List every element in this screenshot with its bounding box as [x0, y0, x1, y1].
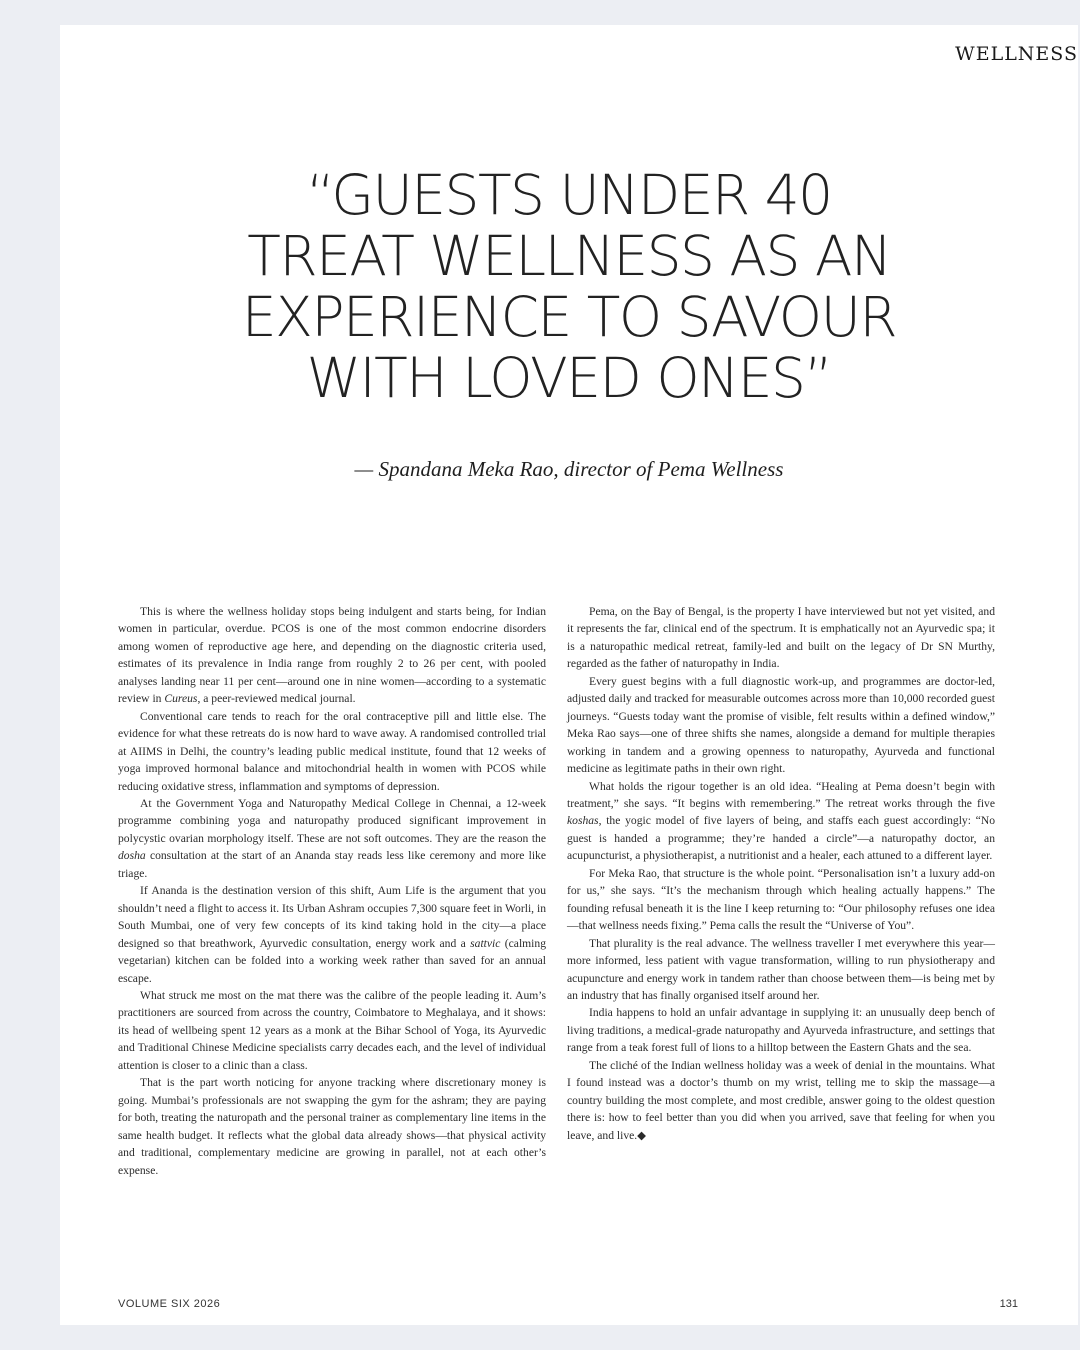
article-body	[118, 603, 995, 1179]
paragraph-text: This is where the wellness holiday stops being indulgent and starts being, for Indian women in particular, overdue. PCOS is one of the most common endocrine disorders among women of reproductive age here, and depending on the diagnostic criteria used, estimates of its prevalence in India range from roughly 2 to 26 per cent, with pooled analyses landing near 11 per cent—around one in nine women—according to a systematic review in	[118, 605, 546, 706]
paragraph-text: India happens to hold an unfair advantage in supplying it: an unusually deep bench of living traditions, a medical-grade naturopathy and Ayurveda infrastructure, and settings that range from a teak forest full of lions to a hilltop between the Eastern Ghats and the sea.	[567, 1006, 995, 1055]
article-paragraph	[567, 935, 995, 1005]
article-paragraph	[567, 673, 995, 778]
paragraph-text: , the yogic model of five layers of being, and staffs each guest accordingly: “No guest is handed a programme; they’re handed a circle”—a naturopathy doctor, an acupuncturist, a physiotherapist, a nutritionist and a healer, each attuned to a different layer.	[567, 814, 995, 863]
italic-term: Cureus	[164, 692, 198, 706]
pull-quote-line: TREAT WELLNESS AS AN	[247, 224, 891, 288]
paragraph-text: Every guest begins with a full diagnostic work-up, and programmes are doctor-led, adjusted daily and tracked for measurable outcomes across more than 10,000 recorded guest journeys. “Guests today want the promise of visible, felt results within a defined window,” Meka Rao says—one of three shifts she names, alongside a demand for multiple therapies working in tandem and a growing openness to naturopathy, Ayurveda and functional medicine as legitimate paths in their own right.	[567, 674, 995, 776]
article-paragraph	[118, 1074, 546, 1179]
volume-label: VOLUME SIX 2026	[118, 1298, 221, 1310]
pull-quote-line: “GUESTS UNDER 40	[306, 163, 832, 227]
italic-term: sattvic	[470, 936, 501, 950]
article-paragraph	[118, 603, 546, 708]
article-paragraph	[118, 795, 546, 882]
italic-term: dosha	[118, 849, 146, 863]
paragraph-text: (calming vegetarian) kitchen can be folded into a working week rather than saved for an annual escape.	[118, 936, 546, 985]
paragraph-text: consultation at the start of an Ananda stay reads less like ceremony and more like triage.	[118, 849, 546, 880]
article-paragraph	[567, 1057, 995, 1144]
pull-quote-line: EXPERIENCE TO SAVOUR	[241, 285, 897, 349]
article-paragraph	[118, 708, 546, 795]
paragraph-text: The cliché of the Indian wellness holiday was a week of denial in the mountains. What I found instead was a doctor’s thumb on my wrist, telling me to skip the massage—a country building the most complete, and most credible, answer going to the oldest question there is: how to feel better than you did when you arrived, save that feeling for when you leave, and live.◆	[567, 1058, 995, 1142]
article-paragraph	[118, 882, 546, 987]
article-paragraph	[567, 603, 995, 673]
article-column-right	[567, 603, 995, 1179]
paragraph-text: That is the part worth noticing for anyone tracking where discretionary money is going. Mumbai’s professionals are not swapping the gym for the ashram; they are paying for both, treating the naturopath and the personal trainer as complementary line items in the same health budget. It reflects what the global data already shows—that physical activity and traditional, complementary medicine are growing in parallel, not at each other’s expense.	[118, 1076, 546, 1177]
article-paragraph	[567, 865, 995, 935]
paragraph-text: That plurality is the real advance. The wellness traveller I met everywhere this year—more informed, less patient with vague transformation, willing to run physiotherapy and acupuncture and energy work in tandem rather than choose between them—is being met by an industry that has finally organised itself around her.	[567, 936, 995, 1002]
pull-quote-line: WITH LOVED ONES”	[306, 346, 832, 410]
article-paragraph	[567, 1004, 995, 1056]
paragraph-text: What holds the rigour together is an old idea. “Healing at Pema doesn’t begin with treatment,” she says. “It begins with remembering.” The retreat works through the five	[567, 779, 995, 810]
paragraph-text: Conventional care tends to reach for the oral contraceptive pill and little else. The evidence for what these retreats do is now hard to wave away. A randomised controlled trial at AIIMS in Delhi, the country’s leading public medical institute, found that 12 weeks of yoga improved hormonal balance and mitochondrial health in women with PCOS while reducing oxidative stress, inflammation and symptoms of depression.	[118, 709, 546, 793]
pull-quote	[100, 165, 1038, 409]
paragraph-text: For Meka Rao, that structure is the whole point. “Personalisation isn’t a luxury add-on for us,” she says. “It’s the mechanism through which healing actually happens.” The founding refusal beneath it is the line I keep returning to: “Our philosophy refuses one idea—that wellness needs fixing.” Pema calls the result the “Universe of You”.	[567, 866, 995, 933]
page-number: 131	[999, 1298, 1018, 1310]
article-column-left	[118, 603, 546, 1179]
paragraph-text: , a peer-reviewed medical journal.	[197, 692, 356, 706]
section-label: WELLNESS	[955, 43, 1078, 65]
paragraph-text: At the Government Yoga and Naturopathy Medical College in Chennai, a 12-week programme combining yoga and naturopathy produced significant improvement in polycystic ovarian morphology itself. These are not soft outcomes. They are the reason the	[118, 796, 546, 845]
italic-term: koshas	[567, 814, 599, 828]
paragraph-text: What struck me most on the mat there was the calibre of the people leading it. Aum’s practitioners are sourced from across the country, Coimbatore to Meghalaya, and it shows: its head of wellbeing spent 12 years as a monk at the Bihar School of Yoga, its Ayurvedic and Traditional Chinese Medicine specialists carry decades each, and the level of individual attention is closer to a clinic than a class.	[118, 988, 546, 1072]
paragraph-text: If Ananda is the destination version of this shift, Aum Life is the argument that you shouldn’t need a flight to access it. Its Urban Ashram occupies 7,300 square feet in Worli, in South Mumbai, one of very few concepts of its kind taking hold in the city—a place designed so that breathwork, Ayurvedic consultation, energy work and a	[118, 884, 546, 950]
article-paragraph	[118, 987, 546, 1074]
magazine-page	[60, 25, 1078, 1325]
quote-attribution: — Spandana Meka Rao, director of Pema Wellness	[354, 457, 784, 481]
article-paragraph	[567, 778, 995, 865]
paragraph-text: Pema, on the Bay of Bengal, is the property I have interviewed but not yet visited, and it represents the far, clinical end of the spectrum. It is emphatically not an Ayurvedic spa; it is a naturopathic medical retreat, family-led and built on the legacy of Dr SN Murthy, regarded as the father of naturopathy in India.	[567, 605, 995, 671]
